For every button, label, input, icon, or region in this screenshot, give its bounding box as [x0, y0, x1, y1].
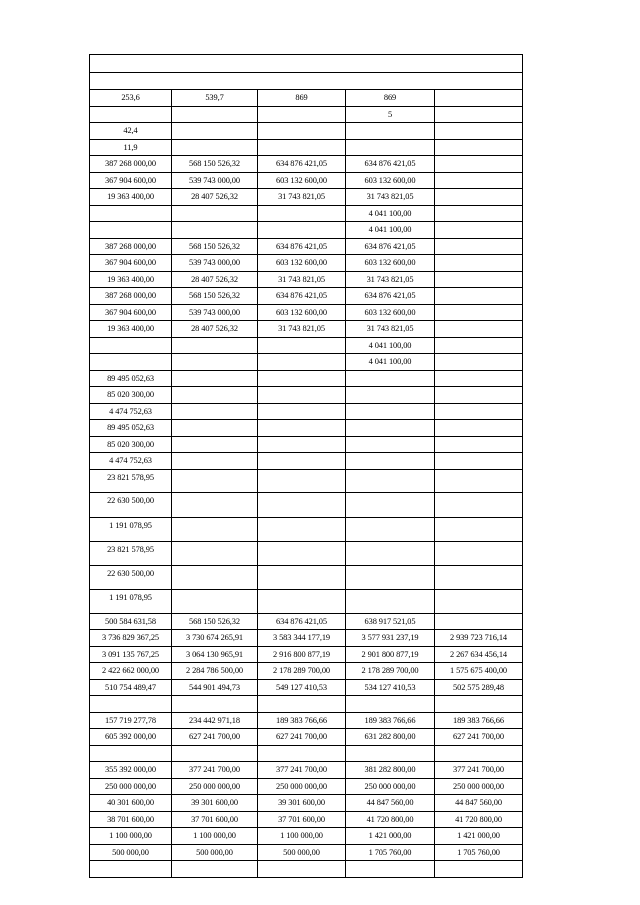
table-row — [90, 139, 522, 155]
table-cell: 638 917 521,05 — [345, 614, 434, 629]
table-row — [90, 613, 522, 629]
table-cell — [171, 354, 257, 370]
table-cell: 1 100 000,00 — [109, 831, 152, 840]
table-cell: 37 701 600,00 — [257, 812, 345, 827]
table-cell: 605 392 000,00 — [105, 732, 156, 741]
table-cell: 250 000 000,00 — [105, 782, 156, 791]
table-cell — [434, 470, 522, 492]
table-cell — [171, 542, 257, 565]
table-cell — [171, 123, 257, 139]
table-cell: 568 150 526,32 — [171, 156, 257, 172]
table-cell — [257, 371, 345, 386]
table-cell: 377 241 700,00 — [257, 762, 345, 778]
table-cell: 41 720 800,00 — [345, 812, 434, 827]
table-cell: 4 041 100,00 — [345, 354, 434, 370]
table-cell: 1 705 760,00 — [345, 845, 434, 860]
table-row — [90, 745, 522, 761]
table-cell — [434, 371, 522, 386]
table-row — [90, 55, 522, 72]
table-cell — [345, 542, 434, 565]
table-cell: 1 100 000,00 — [257, 828, 345, 844]
table-cell — [434, 566, 522, 589]
table-row — [90, 403, 522, 419]
table-cell — [434, 305, 522, 320]
table-cell: 387 268 000,00 — [105, 291, 156, 300]
table-cell: 250 000 000,00 — [434, 779, 522, 794]
table-cell: 250 000 000,00 — [171, 779, 257, 794]
table-cell: 4 474 752,63 — [109, 456, 152, 465]
table-cell: 544 901 494,73 — [171, 680, 257, 695]
table-cell — [171, 453, 257, 469]
table-cell — [257, 518, 345, 541]
table-cell — [434, 746, 522, 761]
table-cell — [257, 140, 345, 155]
table-cell: 2 901 800 877,19 — [345, 647, 434, 662]
table-cell: 568 150 526,32 — [171, 239, 257, 254]
table-cell: 4 474 752,63 — [109, 407, 152, 416]
table-cell: 2 267 634 456,14 — [434, 647, 522, 662]
table-cell: 510 754 489,47 — [105, 683, 156, 692]
financial-table — [89, 54, 523, 878]
table-cell — [171, 746, 257, 761]
table-row — [90, 155, 522, 172]
table-cell — [434, 255, 522, 271]
table-cell: 2 178 289 700,00 — [257, 663, 345, 679]
table-cell — [171, 107, 257, 122]
table-row — [90, 89, 522, 106]
table-cell: 89 495 052,63 — [107, 374, 154, 383]
table-row — [90, 353, 522, 370]
table-cell — [345, 470, 434, 492]
table-cell — [171, 206, 257, 221]
table-cell: 627 241 700,00 — [171, 729, 257, 745]
header-band — [90, 55, 522, 72]
table-cell — [171, 470, 257, 492]
table-cell — [434, 518, 522, 541]
table-cell: 387 268 000,00 — [105, 159, 156, 168]
table-cell — [257, 338, 345, 353]
table-cell: 31 743 821,05 — [257, 189, 345, 205]
table-cell — [171, 566, 257, 589]
table-cell: 19 363 400,00 — [107, 192, 154, 201]
table-cell: 603 132 600,00 — [345, 305, 434, 320]
table-cell: 157 719 277,78 — [105, 716, 156, 725]
table-cell: 22 630 500,00 — [107, 496, 154, 505]
table-cell — [171, 404, 257, 419]
table-cell: 634 876 421,05 — [345, 239, 434, 254]
table-row — [90, 646, 522, 662]
table-row — [90, 679, 522, 695]
table-cell: 568 150 526,32 — [171, 614, 257, 629]
table-cell: 603 132 600,00 — [345, 173, 434, 188]
table-cell: 367 904 600,00 — [105, 258, 156, 267]
table-cell: 4 041 100,00 — [345, 206, 434, 221]
table-cell: 367 904 600,00 — [105, 308, 156, 317]
table-cell — [345, 140, 434, 155]
table-row — [90, 811, 522, 827]
table-row — [90, 304, 522, 320]
table-cell — [90, 222, 171, 238]
table-cell: 603 132 600,00 — [257, 173, 345, 188]
table-cell — [434, 90, 522, 106]
table-row — [90, 188, 522, 205]
table-cell — [171, 420, 257, 436]
table-cell — [171, 140, 257, 155]
table-cell: 39 301 600,00 — [171, 795, 257, 811]
table-cell — [257, 470, 345, 492]
table-row — [90, 106, 522, 122]
table-row — [90, 492, 522, 517]
table-cell: 3 730 674 265,91 — [171, 630, 257, 646]
table-cell — [257, 493, 345, 517]
table-cell — [90, 354, 171, 370]
table-cell: 603 132 600,00 — [257, 255, 345, 271]
table-row — [90, 712, 522, 728]
table-row — [90, 827, 522, 844]
table-cell: 634 876 421,05 — [257, 288, 345, 304]
table-cell: 539 743 000,00 — [171, 173, 257, 188]
table-cell: 568 150 526,32 — [171, 288, 257, 304]
table-cell — [434, 437, 522, 452]
table-row — [90, 629, 522, 646]
table-cell: 627 241 700,00 — [434, 729, 522, 745]
table-cell — [171, 861, 257, 877]
table-cell: 2 284 786 500,00 — [171, 663, 257, 679]
table-cell: 502 575 289,48 — [434, 680, 522, 695]
table-row — [90, 238, 522, 254]
table-cell — [345, 861, 434, 877]
table-cell — [345, 566, 434, 589]
table-row — [90, 778, 522, 794]
table-cell: 869 — [345, 90, 434, 106]
table-cell — [171, 590, 257, 613]
table-cell — [434, 272, 522, 287]
table-cell — [434, 222, 522, 238]
table-cell — [434, 590, 522, 613]
table-cell — [345, 746, 434, 761]
table-cell: 634 876 421,05 — [257, 614, 345, 629]
table-cell: 31 743 821,05 — [257, 272, 345, 287]
table-cell: 539 743 000,00 — [171, 255, 257, 271]
table-cell: 634 876 421,05 — [257, 239, 345, 254]
table-cell: 500 000,00 — [112, 848, 149, 857]
table-cell: 38 701 600,00 — [107, 815, 154, 824]
table-cell: 2 939 723 716,14 — [434, 630, 522, 646]
table-row — [90, 589, 522, 613]
table-cell: 31 743 821,05 — [345, 189, 434, 205]
table-cell: 19 363 400,00 — [107, 275, 154, 284]
table-cell: 31 743 821,05 — [345, 272, 434, 287]
table-cell: 23 821 578,95 — [107, 473, 154, 482]
table-cell — [434, 493, 522, 517]
table-cell — [257, 590, 345, 613]
table-cell — [257, 354, 345, 370]
table-cell — [171, 437, 257, 452]
table-cell — [257, 387, 345, 403]
table-cell — [345, 518, 434, 541]
table-cell — [257, 107, 345, 122]
table-cell — [171, 338, 257, 353]
table-cell: 28 407 526,32 — [171, 189, 257, 205]
table-cell — [434, 288, 522, 304]
table-cell: 28 407 526,32 — [171, 272, 257, 287]
table-cell — [90, 338, 171, 353]
table-cell: 234 442 971,18 — [171, 713, 257, 728]
table-cell — [171, 371, 257, 386]
table-cell — [434, 173, 522, 188]
table-cell: 189 383 766,66 — [257, 713, 345, 728]
table-cell: 1 100 000,00 — [171, 828, 257, 844]
table-cell — [434, 542, 522, 565]
table-cell — [434, 614, 522, 629]
table-cell: 367 904 600,00 — [105, 176, 156, 185]
table-row — [90, 122, 522, 139]
table-cell — [171, 222, 257, 238]
table-cell — [434, 387, 522, 403]
table-cell: 539,7 — [171, 90, 257, 106]
table-cell: 4 041 100,00 — [345, 338, 434, 353]
table-cell: 31 743 821,05 — [345, 321, 434, 337]
table-cell: 1 705 760,00 — [434, 845, 522, 860]
table-row — [90, 172, 522, 188]
table-cell: 28 407 526,32 — [171, 321, 257, 337]
table-row — [90, 320, 522, 337]
table-row — [90, 271, 522, 287]
table-cell: 42,4 — [123, 126, 138, 135]
table-cell — [90, 746, 171, 761]
table-cell: 500 584 631,58 — [105, 617, 156, 626]
table-cell — [345, 387, 434, 403]
table-cell — [434, 140, 522, 155]
table-cell — [171, 493, 257, 517]
table-cell: 534 127 410,53 — [345, 680, 434, 695]
table-cell — [257, 542, 345, 565]
table-cell — [257, 746, 345, 761]
table-cell: 2 916 800 877,19 — [257, 647, 345, 662]
table-row — [90, 541, 522, 565]
table-cell: 23 821 578,95 — [107, 545, 154, 554]
table-cell: 250 000 000,00 — [257, 779, 345, 794]
table-row — [90, 436, 522, 452]
table-cell: 539 743 000,00 — [171, 305, 257, 320]
table-cell — [257, 566, 345, 589]
table-cell — [257, 696, 345, 712]
table-cell: 11,9 — [123, 143, 138, 152]
table-row — [90, 469, 522, 492]
table-cell: 250 000 000,00 — [345, 779, 434, 794]
table-row — [90, 565, 522, 589]
header-band — [90, 73, 522, 89]
table-cell — [434, 861, 522, 877]
table-cell — [434, 206, 522, 221]
table-cell — [257, 123, 345, 139]
table-cell: 85 020 300,00 — [107, 440, 154, 449]
table-cell — [434, 239, 522, 254]
table-cell: 3 583 344 177,19 — [257, 630, 345, 646]
table-cell — [90, 206, 171, 221]
table-cell: 387 268 000,00 — [105, 242, 156, 251]
table-cell: 634 876 421,05 — [257, 156, 345, 172]
table-row — [90, 452, 522, 469]
table-cell — [434, 107, 522, 122]
table-cell: 189 383 766,66 — [434, 713, 522, 728]
table-row — [90, 860, 522, 877]
table-cell — [345, 590, 434, 613]
table-cell: 44 847 560,00 — [345, 795, 434, 811]
table-cell — [345, 453, 434, 469]
table-cell: 355 392 000,00 — [105, 765, 156, 774]
table-cell: 1 421 000,00 — [345, 828, 434, 844]
table-cell — [257, 206, 345, 221]
table-cell — [434, 354, 522, 370]
table-cell: 634 876 421,05 — [345, 288, 434, 304]
table-cell: 2 422 662 000,00 — [101, 666, 160, 675]
table-cell: 627 241 700,00 — [257, 729, 345, 745]
table-cell: 5 — [345, 107, 434, 122]
table-cell: 4 041 100,00 — [345, 222, 434, 238]
table-cell: 1 191 078,95 — [109, 593, 152, 602]
table-row — [90, 419, 522, 436]
table-cell — [171, 518, 257, 541]
table-row — [90, 72, 522, 89]
table-row — [90, 287, 522, 304]
table-cell — [90, 861, 171, 877]
table-cell: 634 876 421,05 — [345, 156, 434, 172]
table-cell — [345, 696, 434, 712]
table-cell: 377 241 700,00 — [171, 762, 257, 778]
table-row — [90, 337, 522, 353]
table-cell — [257, 222, 345, 238]
table-row — [90, 844, 522, 860]
table-cell: 377 241 700,00 — [434, 762, 522, 778]
table-cell — [171, 387, 257, 403]
table-cell — [171, 696, 257, 712]
table-cell: 89 495 052,63 — [107, 423, 154, 432]
table-cell: 549 127 410,53 — [257, 680, 345, 695]
table-row — [90, 517, 522, 541]
table-cell — [434, 338, 522, 353]
table-cell — [434, 189, 522, 205]
table-row — [90, 695, 522, 712]
table-cell — [257, 453, 345, 469]
table-cell — [434, 453, 522, 469]
table-row — [90, 254, 522, 271]
table-cell — [90, 696, 171, 712]
table-cell — [345, 371, 434, 386]
table-cell: 3 091 135 767,25 — [101, 650, 160, 659]
table-cell — [345, 420, 434, 436]
table-cell — [257, 861, 345, 877]
table-cell: 19 363 400,00 — [107, 324, 154, 333]
table-cell — [257, 420, 345, 436]
table-cell — [345, 404, 434, 419]
table-cell: 2 178 289 700,00 — [345, 663, 434, 679]
table-row — [90, 728, 522, 745]
table-cell — [345, 493, 434, 517]
table-cell — [434, 321, 522, 337]
table-row — [90, 205, 522, 221]
table-cell: 3 064 130 965,91 — [171, 647, 257, 662]
table-cell — [434, 123, 522, 139]
table-cell: 1 191 078,95 — [109, 521, 152, 530]
table-row — [90, 386, 522, 403]
table-cell: 3 577 931 237,19 — [345, 630, 434, 646]
table-cell: 1 575 675 400,00 — [434, 663, 522, 679]
table-row — [90, 662, 522, 679]
table-cell — [345, 437, 434, 452]
table-cell: 40 301 600,00 — [107, 798, 154, 807]
table-cell: 22 630 500,00 — [107, 569, 154, 578]
table-cell — [434, 696, 522, 712]
table-cell: 500 000,00 — [257, 845, 345, 860]
table-cell: 85 020 300,00 — [107, 390, 154, 399]
table-cell — [257, 437, 345, 452]
table-cell: 253,6 — [121, 93, 140, 102]
table-cell — [257, 404, 345, 419]
table-row — [90, 761, 522, 778]
table-cell: 37 701 600,00 — [171, 812, 257, 827]
table-cell: 44 847 560,00 — [434, 795, 522, 811]
table-row — [90, 794, 522, 811]
table-cell — [434, 404, 522, 419]
table-row — [90, 370, 522, 386]
table-cell: 869 — [257, 90, 345, 106]
table-cell: 3 736 829 367,25 — [101, 633, 160, 642]
table-cell: 31 743 821,05 — [257, 321, 345, 337]
table-cell: 603 132 600,00 — [345, 255, 434, 271]
table-cell — [434, 420, 522, 436]
table-cell — [90, 107, 171, 122]
table-cell: 189 383 766,66 — [345, 713, 434, 728]
table-cell: 41 720 800,00 — [434, 812, 522, 827]
table-row — [90, 221, 522, 238]
table-cell: 500 000,00 — [171, 845, 257, 860]
table-cell: 381 282 800,00 — [345, 762, 434, 778]
table-cell: 39 301 600,00 — [257, 795, 345, 811]
table-cell — [434, 156, 522, 172]
table-cell: 603 132 600,00 — [257, 305, 345, 320]
table-cell: 1 421 000,00 — [434, 828, 522, 844]
table-cell — [345, 123, 434, 139]
table-cell: 631 282 800,00 — [345, 729, 434, 745]
